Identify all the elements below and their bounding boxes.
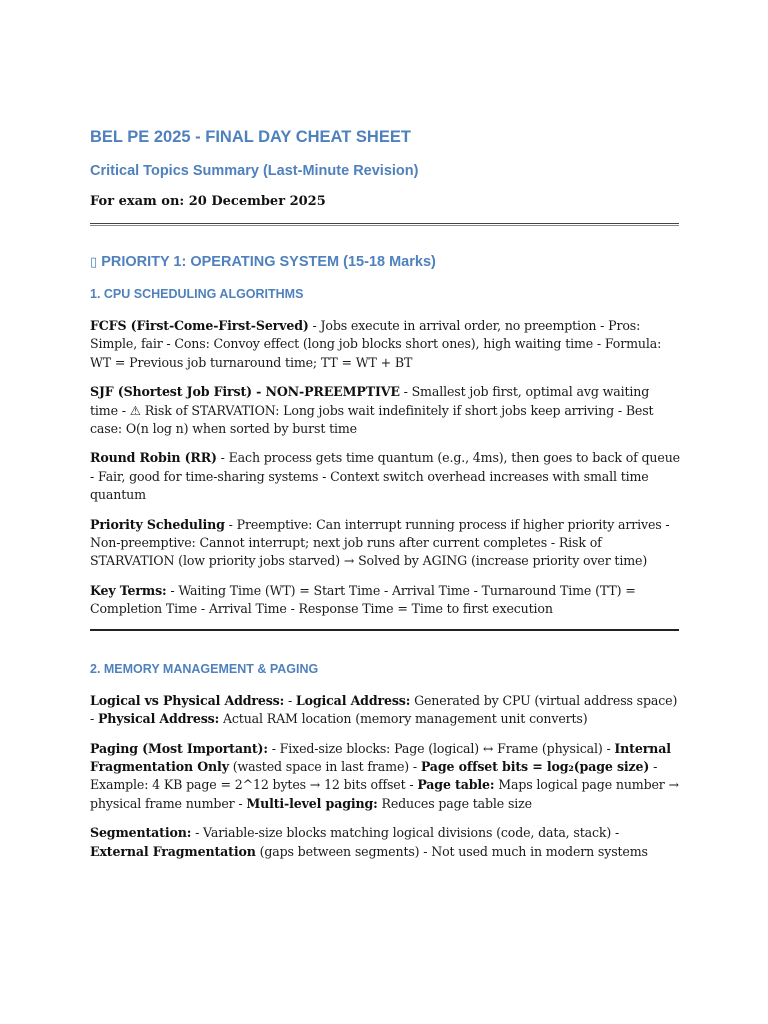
paging-text2: (wasted space in last frame) - [228, 758, 421, 774]
rr-term: Round Robin (RR) [90, 450, 217, 466]
sjf-term: SJF (Shortest Job First) - NON-PREEMPTIVE [90, 384, 400, 400]
memory-management-heading: 2. MEMORY MANAGEMENT & PAGING [90, 661, 319, 676]
priority1-heading [90, 252, 680, 273]
paging-term1: Paging (Most Important): [90, 740, 268, 756]
segmentation-paragraph [90, 824, 680, 861]
document-title: BEL PE 2025 - FINAL DAY CHEAT SHEET [90, 128, 411, 146]
sjf-paragraph [90, 383, 680, 438]
paging-text3: - Example: 4 KB page = 2^12 bytes → 12 bits offset - [90, 758, 658, 793]
paging-text1: - Fixed-size blocks: Page (logical) ↔ Frame (physical) - [267, 740, 615, 756]
priority-text: - Preemptive: Can interrupt running process if higher priority arrives - Non-preemptive: Cannot interrupt; next job runs after current completes - Risk of STARVATION (low priority jobs starved) → Solved by AGING (increase priority over time) [90, 516, 670, 569]
document-content [90, 126, 680, 861]
seg-text2: (gaps between segments) - Not used much in modern systems [255, 843, 648, 859]
header-divider [90, 223, 679, 226]
lp-text1: - [284, 692, 296, 708]
document-subtitle: Critical Topics Summary (Last-Minute Revision) [90, 163, 419, 179]
key-terms-text: - Waiting Time (WT) = Start Time - Arrival Time - Turnaround Time (TT) = Completion Time - Arrival Time - Response Time = Time to first execution [90, 582, 636, 617]
priority-term: Priority Scheduling [90, 516, 225, 532]
seg-term1: Segmentation: [90, 825, 192, 841]
logical-physical-paragraph [90, 692, 680, 729]
seg-text1: - Variable-size blocks matching logical divisions (code, data, stack) - [191, 825, 620, 841]
lp-term3: Physical Address: [97, 711, 220, 727]
lp-text2: Generated by CPU (virtual address space) - [90, 692, 678, 727]
rr-text: - Each process gets time quantum (e.g., 4ms), then goes to back of queue - Fair, good for time-sharing systems - Context switch overhead increases with small time quantum [90, 450, 680, 503]
paging-term2: Internal Fragmentation Only [90, 740, 671, 774]
placeholder-glyph-icon: ▯ [90, 255, 98, 270]
paging-term3: Page offset bits = log₂(page size) [420, 758, 650, 774]
priority-scheduling-paragraph [90, 516, 680, 571]
paging-term4: Page table: [417, 777, 495, 793]
fcfs-term: FCFS (First-Come-First-Served) [90, 318, 309, 333]
priority1-title: PRIORITY 1: OPERATING SYSTEM (15-18 Marks) [101, 254, 436, 270]
paging-text5: Reduces page table size [377, 795, 532, 811]
lp-text3: Actual RAM location (memory management unit converts) [219, 711, 588, 727]
round-robin-paragraph [90, 449, 680, 504]
exam-date: For exam on: 20 December 2025 [90, 194, 326, 209]
lp-term2: Logical Address: [295, 692, 411, 708]
cpu-scheduling-heading: 1. CPU SCHEDULING ALGORITHMS [90, 287, 304, 301]
fcfs-text: - Jobs execute in arrival order, no preemption - Pros: Simple, fair - Cons: Convoy effect (long job blocks short ones), high waiting time - Formula: WT = Previous job turnaround time; TT = WT + BT [90, 318, 662, 370]
fcfs-paragraph [90, 317, 680, 372]
seg-term2: External Fragmentation [90, 843, 256, 859]
paging-paragraph [90, 740, 680, 814]
paging-text4: Maps logical page number → physical frame number - [90, 777, 679, 811]
sjf-text: - Smallest job first, optimal avg waiting time - ⚠ Risk of STARVATION: Long jobs wait indefinitely if short jobs keep arriving - Best case: O(n log n) when sorted by burst time [90, 384, 654, 437]
section-divider [90, 629, 679, 631]
lp-term1: Logical vs Physical Address: [90, 692, 285, 708]
key-terms-paragraph [90, 582, 680, 619]
paging-term5: Multi-level paging: [246, 795, 378, 811]
key-terms-term: Key Terms: [90, 582, 167, 598]
